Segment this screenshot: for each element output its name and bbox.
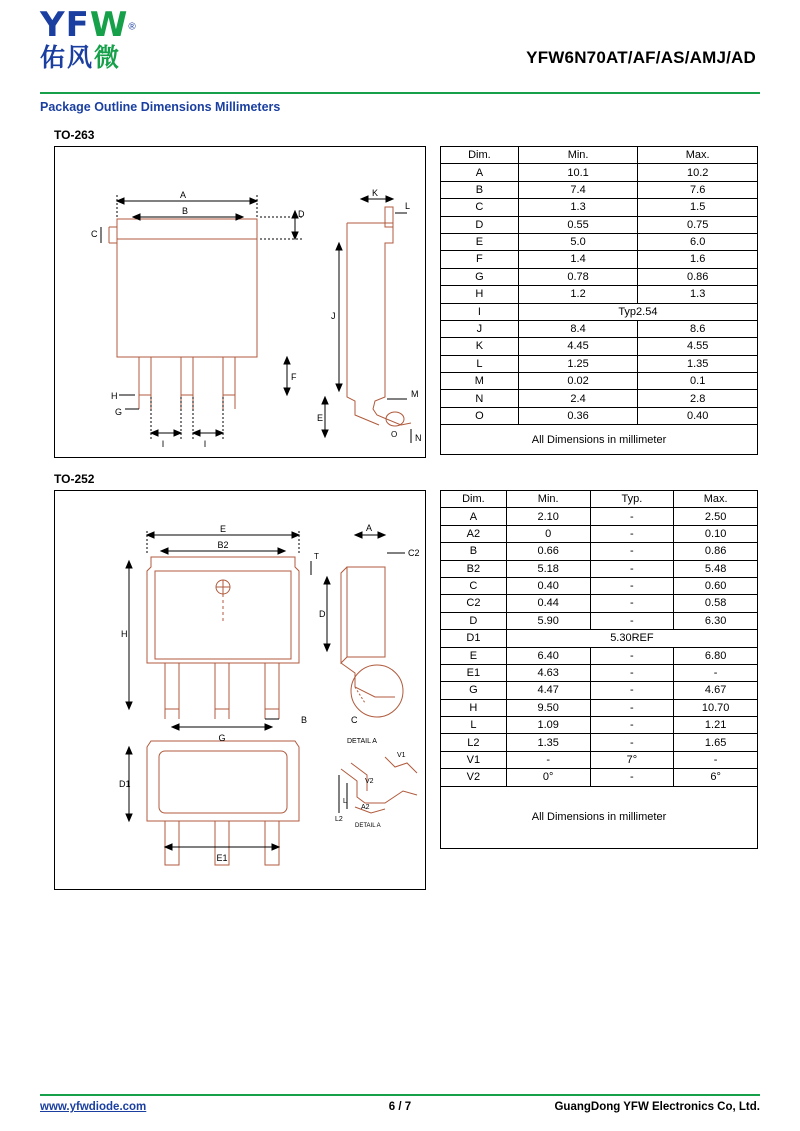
package-label-to263: TO-263 — [54, 128, 95, 142]
cell-dim: B — [441, 181, 519, 198]
dimensions-table-to263 — [440, 146, 758, 455]
cell-min: 0.40 — [506, 577, 590, 594]
cell-min: 5.0 — [518, 233, 638, 250]
drawing-to252-svg — [55, 491, 425, 889]
cell-max: 6.0 — [638, 233, 758, 250]
cell-max: 1.21 — [674, 717, 758, 734]
table-row — [441, 286, 758, 303]
cell-min: 6.40 — [506, 647, 590, 664]
table-row — [441, 233, 758, 250]
page-header — [40, 0, 760, 92]
table-row — [441, 390, 758, 407]
table-footer-note: All Dimensions in millimeter — [441, 786, 758, 848]
package-label-to252: TO-252 — [54, 472, 95, 486]
cell-min: 1.09 — [506, 717, 590, 734]
svg-text:H: H — [121, 629, 128, 639]
svg-text:C: C — [91, 229, 98, 239]
svg-text:B: B — [181, 206, 189, 216]
table-row — [441, 508, 758, 525]
cell-dim: L2 — [441, 734, 507, 751]
svg-text:D: D — [298, 209, 305, 219]
cell-min: 0.36 — [518, 407, 638, 424]
footer-website[interactable] — [40, 1101, 278, 1113]
cell-dim: J — [441, 320, 519, 337]
cell-dim: G — [441, 682, 507, 699]
table-row — [441, 320, 758, 337]
svg-text:A: A — [365, 523, 373, 533]
cell-typ-span: Typ2.54 — [518, 303, 757, 320]
cell-min: 0.78 — [518, 268, 638, 285]
cell-max: 8.6 — [638, 320, 758, 337]
cell-dim: H — [441, 286, 519, 303]
cell-max: 6.80 — [674, 647, 758, 664]
table-row — [441, 407, 758, 424]
cell-dim: H — [441, 699, 507, 716]
col-min: Min. — [518, 147, 638, 164]
svg-text:V1: V1 — [397, 752, 406, 759]
section-title: Package Outline Dimensions Millimeters — [40, 100, 281, 114]
svg-text:L: L — [343, 798, 347, 805]
cell-max: 1.5 — [638, 199, 758, 216]
drawing-to263-svg — [55, 147, 425, 457]
cell-max: 2.8 — [638, 390, 758, 407]
cell-max: 5.48 — [674, 560, 758, 577]
svg-text:F: F — [291, 372, 297, 382]
table-row — [441, 699, 758, 716]
cell-dim: C — [441, 199, 519, 216]
cell-max: 2.50 — [674, 508, 758, 525]
cell-dim: E — [441, 647, 507, 664]
svg-text:C2: C2 — [408, 548, 420, 558]
cell-min: 1.4 — [518, 251, 638, 268]
website-link[interactable]: www.yfwdiode.com — [40, 1101, 147, 1113]
cell-min: 4.63 — [506, 664, 590, 681]
cell-min: 5.90 — [506, 612, 590, 629]
cell-typ: - — [590, 664, 674, 681]
company-name: GuangDong YFW Electronics Co, Ltd. — [554, 1101, 760, 1113]
svg-text:G: G — [115, 407, 123, 417]
cell-dim: E1 — [441, 664, 507, 681]
drawing-to252 — [54, 490, 426, 890]
cell-min: 5.18 — [506, 560, 590, 577]
cell-dim: A2 — [441, 525, 507, 542]
svg-text:L2: L2 — [335, 816, 343, 823]
svg-text:K: K — [371, 188, 379, 198]
cell-min: 1.3 — [518, 199, 638, 216]
cell-min: 2.4 — [518, 390, 638, 407]
col-dim: Dim. — [441, 147, 519, 164]
col-dim: Dim. — [441, 491, 507, 508]
table-row — [441, 630, 758, 647]
cell-dim: D — [441, 216, 519, 233]
svg-text:T: T — [314, 552, 319, 561]
table-row — [441, 682, 758, 699]
svg-text:B2: B2 — [217, 540, 229, 550]
part-number: YFW6N70AT/AF/AS/AMJ/AD — [526, 48, 756, 67]
package-block-to252 — [40, 490, 760, 890]
cell-dim: B — [441, 543, 507, 560]
cell-min: 1.25 — [518, 355, 638, 372]
table-row — [441, 164, 758, 181]
cell-typ: - — [590, 525, 674, 542]
cell-min: 2.10 — [506, 508, 590, 525]
cell-dim: O — [441, 407, 519, 424]
cell-max: 0.60 — [674, 577, 758, 594]
cell-typ: - — [590, 560, 674, 577]
table-row — [441, 525, 758, 542]
cell-min: 4.45 — [518, 338, 638, 355]
cell-typ: - — [590, 543, 674, 560]
cell-max: - — [674, 751, 758, 768]
cell-typ: - — [590, 717, 674, 734]
table-header-row — [441, 147, 758, 164]
cell-max: 1.3 — [638, 286, 758, 303]
cell-min: 1.35 — [506, 734, 590, 751]
table-row — [441, 355, 758, 372]
cell-min: 0 — [506, 525, 590, 542]
cell-typ: - — [590, 595, 674, 612]
cell-dim: G — [441, 268, 519, 285]
table-row — [441, 373, 758, 390]
table-row — [441, 734, 758, 751]
svg-text:A: A — [179, 190, 187, 200]
cell-dim: A — [441, 164, 519, 181]
cell-dim: M — [441, 373, 519, 390]
svg-text:L: L — [405, 201, 411, 211]
cell-typ: - — [590, 769, 674, 786]
svg-text:N: N — [415, 433, 422, 443]
svg-text:E: E — [317, 413, 324, 423]
cell-max: 4.55 — [638, 338, 758, 355]
table-row — [441, 577, 758, 594]
table-row — [441, 181, 758, 198]
registered-mark-icon: ® — [128, 21, 136, 33]
cell-typ: - — [590, 577, 674, 594]
cell-dim: V2 — [441, 769, 507, 786]
page-number: 6 / 7 — [388, 1101, 412, 1113]
cell-dim: C — [441, 577, 507, 594]
cell-dim: L — [441, 717, 507, 734]
svg-text:V2: V2 — [365, 778, 374, 785]
cell-dim: L — [441, 355, 519, 372]
svg-text:D1: D1 — [119, 779, 131, 789]
table-row — [441, 717, 758, 734]
cell-dim: F — [441, 251, 519, 268]
table-row — [441, 769, 758, 786]
footer-divider — [40, 1094, 760, 1096]
cell-max: 7.6 — [638, 181, 758, 198]
table-header-row — [441, 491, 758, 508]
cell-min: 4.47 — [506, 682, 590, 699]
cell-ref-span: 5.30REF — [506, 630, 757, 647]
svg-text:DETAIL A: DETAIL A — [347, 738, 377, 745]
svg-text:D: D — [319, 609, 326, 619]
cell-max: 0.86 — [638, 268, 758, 285]
svg-text:J: J — [331, 311, 336, 321]
cell-max: 6.30 — [674, 612, 758, 629]
cell-min: 10.1 — [518, 164, 638, 181]
table-row — [441, 251, 758, 268]
table-row — [441, 612, 758, 629]
cell-dim: V1 — [441, 751, 507, 768]
logo-chinese-text: 佑风微 — [40, 43, 122, 72]
svg-text:DETAIL A: DETAIL A — [355, 823, 381, 829]
package-block-to263 — [40, 146, 760, 458]
svg-text:G: G — [218, 733, 226, 743]
cell-dim: C2 — [441, 595, 507, 612]
cell-min: 0° — [506, 769, 590, 786]
cell-dim: A — [441, 508, 507, 525]
cell-dim: N — [441, 390, 519, 407]
cell-max: 0.75 — [638, 216, 758, 233]
cell-min: - — [506, 751, 590, 768]
cell-min: 1.2 — [518, 286, 638, 303]
cell-max: 1.35 — [638, 355, 758, 372]
svg-text:I: I — [161, 439, 165, 449]
table-row — [441, 647, 758, 664]
col-max: Max. — [638, 147, 758, 164]
table-row — [441, 199, 758, 216]
cell-min: 8.4 — [518, 320, 638, 337]
logo-yfw-text: YFW — [40, 5, 129, 45]
cell-min: 9.50 — [506, 699, 590, 716]
svg-text:C: C — [351, 715, 358, 725]
table-row — [441, 595, 758, 612]
company-logo — [40, 0, 136, 72]
table-footer-row — [441, 786, 758, 848]
table-row — [441, 751, 758, 768]
table-row — [441, 543, 758, 560]
cell-dim: E — [441, 233, 519, 250]
svg-text:E1: E1 — [216, 853, 228, 863]
col-min: Min. — [506, 491, 590, 508]
cell-max: 0.40 — [638, 407, 758, 424]
cell-max: 4.67 — [674, 682, 758, 699]
cell-max: 1.6 — [638, 251, 758, 268]
table-row — [441, 216, 758, 233]
svg-text:M: M — [411, 389, 419, 399]
cell-dim: B2 — [441, 560, 507, 577]
cell-typ: - — [590, 647, 674, 664]
cell-typ: - — [590, 612, 674, 629]
dimensions-table-to252 — [440, 490, 758, 849]
col-typ: Typ. — [590, 491, 674, 508]
svg-text:H: H — [111, 391, 118, 401]
cell-max: 0.58 — [674, 595, 758, 612]
table-row — [441, 664, 758, 681]
table-footer-row — [441, 425, 758, 455]
cell-max: 0.1 — [638, 373, 758, 390]
page-footer — [40, 1086, 760, 1113]
svg-text:O: O — [391, 430, 398, 439]
dimensions-table-to263-wrap — [440, 146, 758, 455]
svg-text:E: E — [219, 524, 227, 534]
cell-typ: - — [590, 682, 674, 699]
drawing-to263 — [54, 146, 426, 458]
dimensions-table-to252-wrap — [440, 490, 758, 849]
cell-dim: I — [441, 303, 519, 320]
table-row — [441, 303, 758, 320]
logo-wordmark — [40, 5, 136, 45]
col-max: Max. — [674, 491, 758, 508]
cell-typ: - — [590, 508, 674, 525]
cell-min: 0.66 — [506, 543, 590, 560]
table-footer-note: All Dimensions in millimeter — [441, 425, 758, 455]
cell-dim: D1 — [441, 630, 507, 647]
cell-typ: - — [590, 734, 674, 751]
table-row — [441, 268, 758, 285]
cell-max: 0.86 — [674, 543, 758, 560]
cell-dim: K — [441, 338, 519, 355]
svg-text:A2: A2 — [361, 804, 370, 811]
cell-min: 0.55 — [518, 216, 638, 233]
cell-min: 0.02 — [518, 373, 638, 390]
cell-max: 10.2 — [638, 164, 758, 181]
cell-max: 0.10 — [674, 525, 758, 542]
cell-dim: D — [441, 612, 507, 629]
table-row — [441, 338, 758, 355]
cell-typ: 7° — [590, 751, 674, 768]
svg-text:I: I — [203, 439, 207, 449]
cell-max: 6° — [674, 769, 758, 786]
cell-typ: - — [590, 699, 674, 716]
cell-max: 1.65 — [674, 734, 758, 751]
cell-max: 10.70 — [674, 699, 758, 716]
cell-min: 7.4 — [518, 181, 638, 198]
svg-text:B: B — [301, 715, 308, 725]
cell-min: 0.44 — [506, 595, 590, 612]
table-row — [441, 560, 758, 577]
cell-max: - — [674, 664, 758, 681]
